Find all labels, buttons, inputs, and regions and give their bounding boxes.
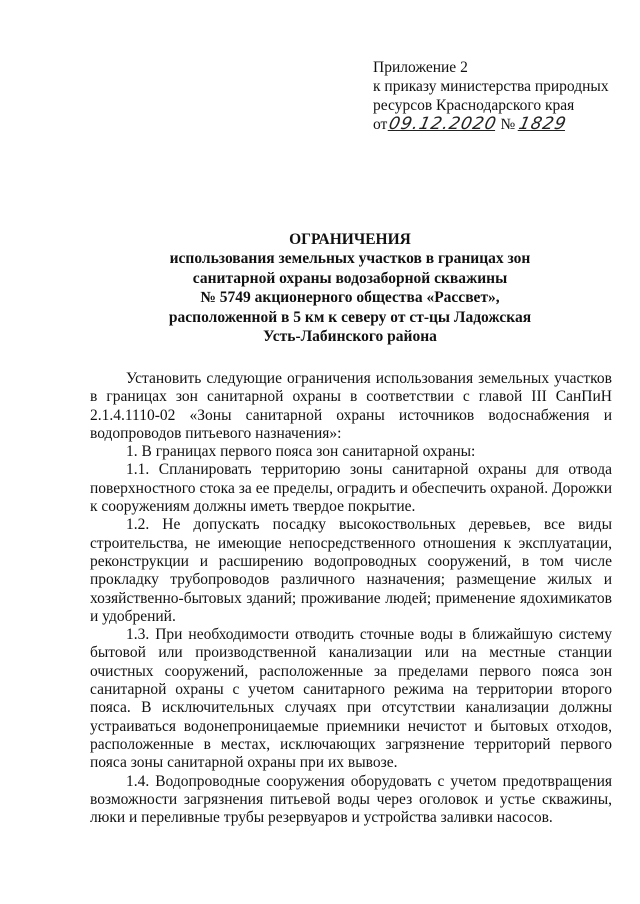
title-line-3: санитарной охраны водозаборной скважины bbox=[192, 269, 508, 287]
date-prefix: от bbox=[373, 116, 388, 133]
clause-1-2: 1.2. Не допускать посадку высокоствольных деревьев, все виды строительства, не имеющие непосредственного отношения к эксплуатации, реконструкции и расширению водопроводных сооружений, в том числе прокладку трубопроводов различного назначения; размещение жилых и хозяйственно-бытовых зданий; проживание людей; применение ядохимикатов и удобрений. bbox=[90, 516, 612, 625]
appendix-date-number-line bbox=[373, 115, 635, 134]
appendix-ministry-line: ресурсов Краснодарского края bbox=[373, 97, 575, 114]
handwritten-date: 09.12.2020 bbox=[387, 114, 499, 134]
appendix-block bbox=[373, 58, 635, 134]
title-line-4: № 5749 акционерного общества «Рассвет», bbox=[200, 289, 500, 307]
appendix-order-line: к приказу министерства природных bbox=[373, 78, 609, 95]
section-1-heading: 1. В границах первого пояса зон санитарной охраны: bbox=[126, 443, 476, 461]
clause-1-3: 1.3. При необходимости отводить сточные воды в ближайшую систему бытовой или производственной канализации или на местные станции очистных сооружений, расположенные за пределами первого пояса зон санитарной охраны с учетом санитарного режима на территории второго пояса. В исключительных случаях при отсутствии канализации должны устраиваться водонепроницаемые приемники нечистот и бытовых отходов, расположенные в местах, исключающих загрязнение территорий первого пояса зоны санитарной охраны при их вывозе. bbox=[90, 626, 612, 772]
title-heading: ОГРАНИЧЕНИЯ bbox=[289, 231, 411, 248]
document-title bbox=[110, 230, 590, 346]
document-body bbox=[90, 370, 612, 827]
clause-1-1: 1.1. Спланировать территорию зоны санитарной охраны для отвода поверхностного стока за ее пределы, оградить и обеспечить охраной. Дорожки к сооружениям должны иметь твердое покрытие. bbox=[90, 461, 612, 516]
title-line-5: расположенной в 5 км к северу от ст-цы Ладожская bbox=[168, 308, 532, 326]
number-prefix: № bbox=[500, 116, 516, 133]
appendix-title: Приложение 2 bbox=[373, 59, 468, 76]
clause-1-4: 1.4. Водопроводные сооружения оборудовать с учетом предотвращения возможности загрязнения питьевой воды через оголовок и устье скважины, люки и переливные трубы резервуаров и устройства заливки насосов. bbox=[90, 772, 612, 827]
title-line-2: использования земельных участков в границах зон bbox=[169, 250, 531, 268]
title-line-6: Усть-Лабинского района bbox=[263, 327, 437, 345]
intro-paragraph: Установить следующие ограничения использования земельных участков в границах зон санитарной охраны в соответствии с главой III СанПиН 2.1.4.1110-02 «Зоны санитарной охраны источников водоснабжения и водопроводов питьевого назначения»: bbox=[90, 370, 612, 442]
handwritten-number: 1829 bbox=[517, 114, 569, 134]
